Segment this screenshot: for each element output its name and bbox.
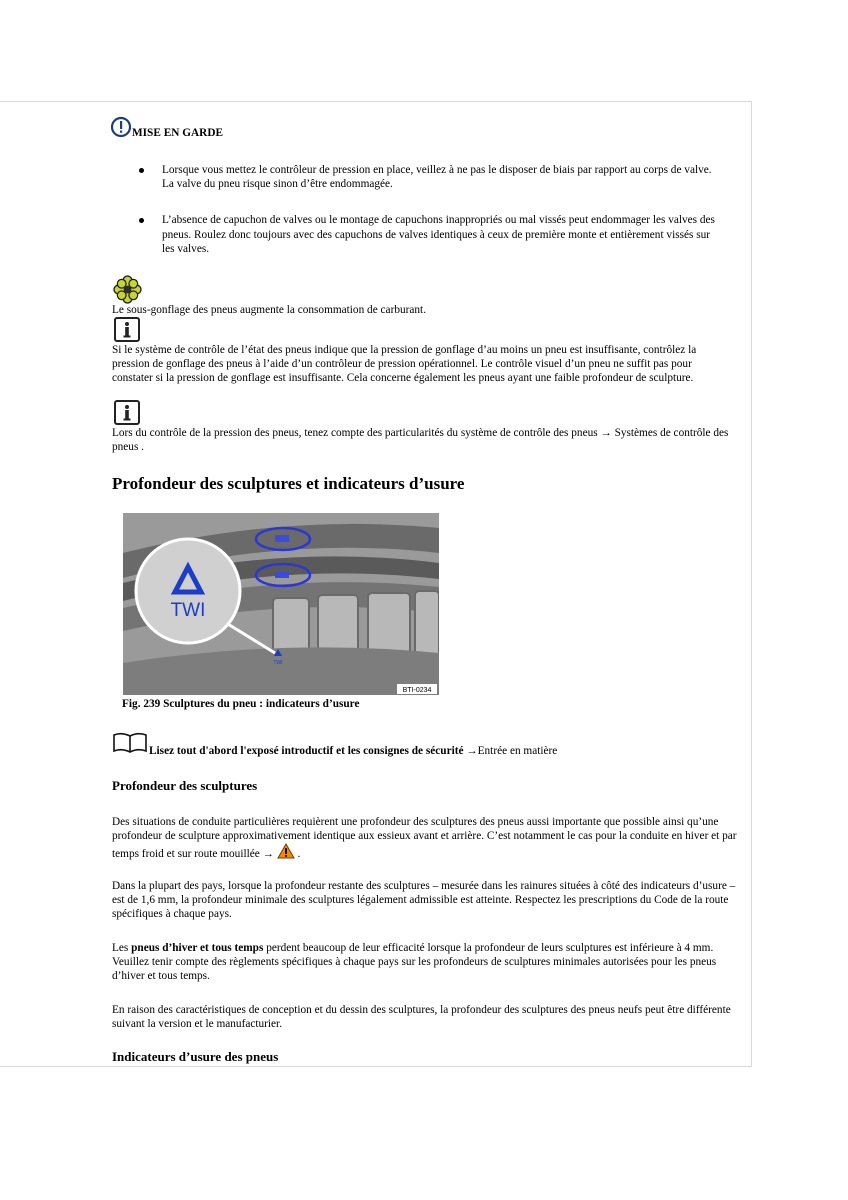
environment-flower-icon bbox=[113, 275, 142, 304]
paragraph-1-text: Des situations de conduite particulières requièrent une profondeur des sculptures des pneus aussi importante que possible ainsi qu’une profondeur de sculpture approximativement identique aux essieux avant et arrière. C’est notamment le cas pour la conduite en hiver et par temps froid et sur route mouillée → bbox=[112, 816, 737, 861]
read-first-link[interactable]: →Entrée en matière bbox=[463, 745, 558, 757]
read-first-note bbox=[149, 744, 557, 758]
figure-caption: Fig. 239 Sculptures du pneu : indicateurs d’usure bbox=[122, 698, 360, 710]
paragraph-2: Dans la plupart des pays, lorsque la profondeur restante des sculptures – mesurée dans les rainures situées à côté des indicateurs d’usure – est de 1,6 mm, la profondeur minimale des sculptures légalement admissible est atteinte. Respectez les prescriptions du Code de la route spécifiques à chaque pays. bbox=[112, 880, 736, 921]
warning-bullet: L’absence de capuchon de valves ou le montage de capuchons inappropriés ou mal vissés peut endommager les valves des pneus. Roulez donc toujours avec des capuchons de valves identiques à ceux de première monte et entièrement vissés sur les valves. bbox=[136, 213, 716, 256]
warning-list bbox=[136, 163, 716, 256]
paragraph-3-bold: pneus d’hiver et tous temps bbox=[131, 942, 264, 954]
paragraph-4: En raison des caractéristiques de conception et du dessin des sculptures, la profondeur des sculptures des pneus neufs peut être différente suivant la version et le manufacturier. bbox=[112, 1004, 731, 1031]
paragraph-3 bbox=[112, 941, 737, 984]
twi-small-label: TWI bbox=[273, 660, 283, 666]
info-text-2: Lors du contrôle de la pression des pneus, tenez compte des particularités du système de contrôle des pneus → Systèmes de contrôle des pneus . bbox=[112, 427, 729, 454]
info-icon bbox=[114, 400, 140, 425]
warning-triangle-icon[interactable] bbox=[277, 843, 295, 859]
info-icon bbox=[114, 317, 140, 342]
twi-badge-label: TWI bbox=[170, 600, 206, 621]
paragraph-3-post: perdent beaucoup de leur efficacité lorsque la profondeur de leurs sculptures est inférieure à 4 mm. Veuillez tenir compte des règlements spécifiques à chaque pays sur les profondeurs de sculptures minimales autorisées pour les pneus d’hiver et tous temps. bbox=[112, 942, 717, 983]
paragraph-1 bbox=[112, 815, 737, 862]
paragraph-3-pre: Les bbox=[112, 942, 132, 954]
warning-bullet: Lorsque vous mettez le contrôleur de pression en place, veillez à ne pas le disposer de biais par rapport au corps de valve. La valve du pneu risque sinon d’être endommagée. bbox=[136, 163, 716, 191]
read-first-bold: Lisez tout d'abord l'exposé introductif et les consignes de sécurité bbox=[149, 745, 464, 757]
book-icon bbox=[112, 732, 148, 754]
paragraph-1-end: . bbox=[294, 848, 301, 861]
section-title: Profondeur des sculptures et indicateurs d’usure bbox=[112, 474, 465, 493]
warning-title: MISE EN GARDE bbox=[132, 127, 224, 139]
figure-code: BTI-0234 bbox=[402, 687, 432, 694]
subsection-title-2: Indicateurs d’usure des pneus bbox=[112, 1049, 279, 1064]
tire-tread-figure bbox=[123, 513, 439, 695]
environment-note: Le sous-gonflage des pneus augmente la consommation de carburant. bbox=[112, 304, 427, 316]
info-text-1: Si le système de contrôle de l’état des pneus indique que la pression de gonflage d’au moins un pneu est insuffisante, contrôlez la pression de gonflage des pneus à l’aide d’un contrôleur de pression opérationnel. Le contrôle visuel d’un pneu ne suffit pas pour constater si la pression de gonflage est insuffisante. Cela concerne également les pneus ayant une faible profondeur de sculpture. bbox=[112, 344, 697, 385]
warning-circle-icon bbox=[110, 116, 132, 138]
subsection-title: Profondeur des sculptures bbox=[112, 778, 258, 793]
